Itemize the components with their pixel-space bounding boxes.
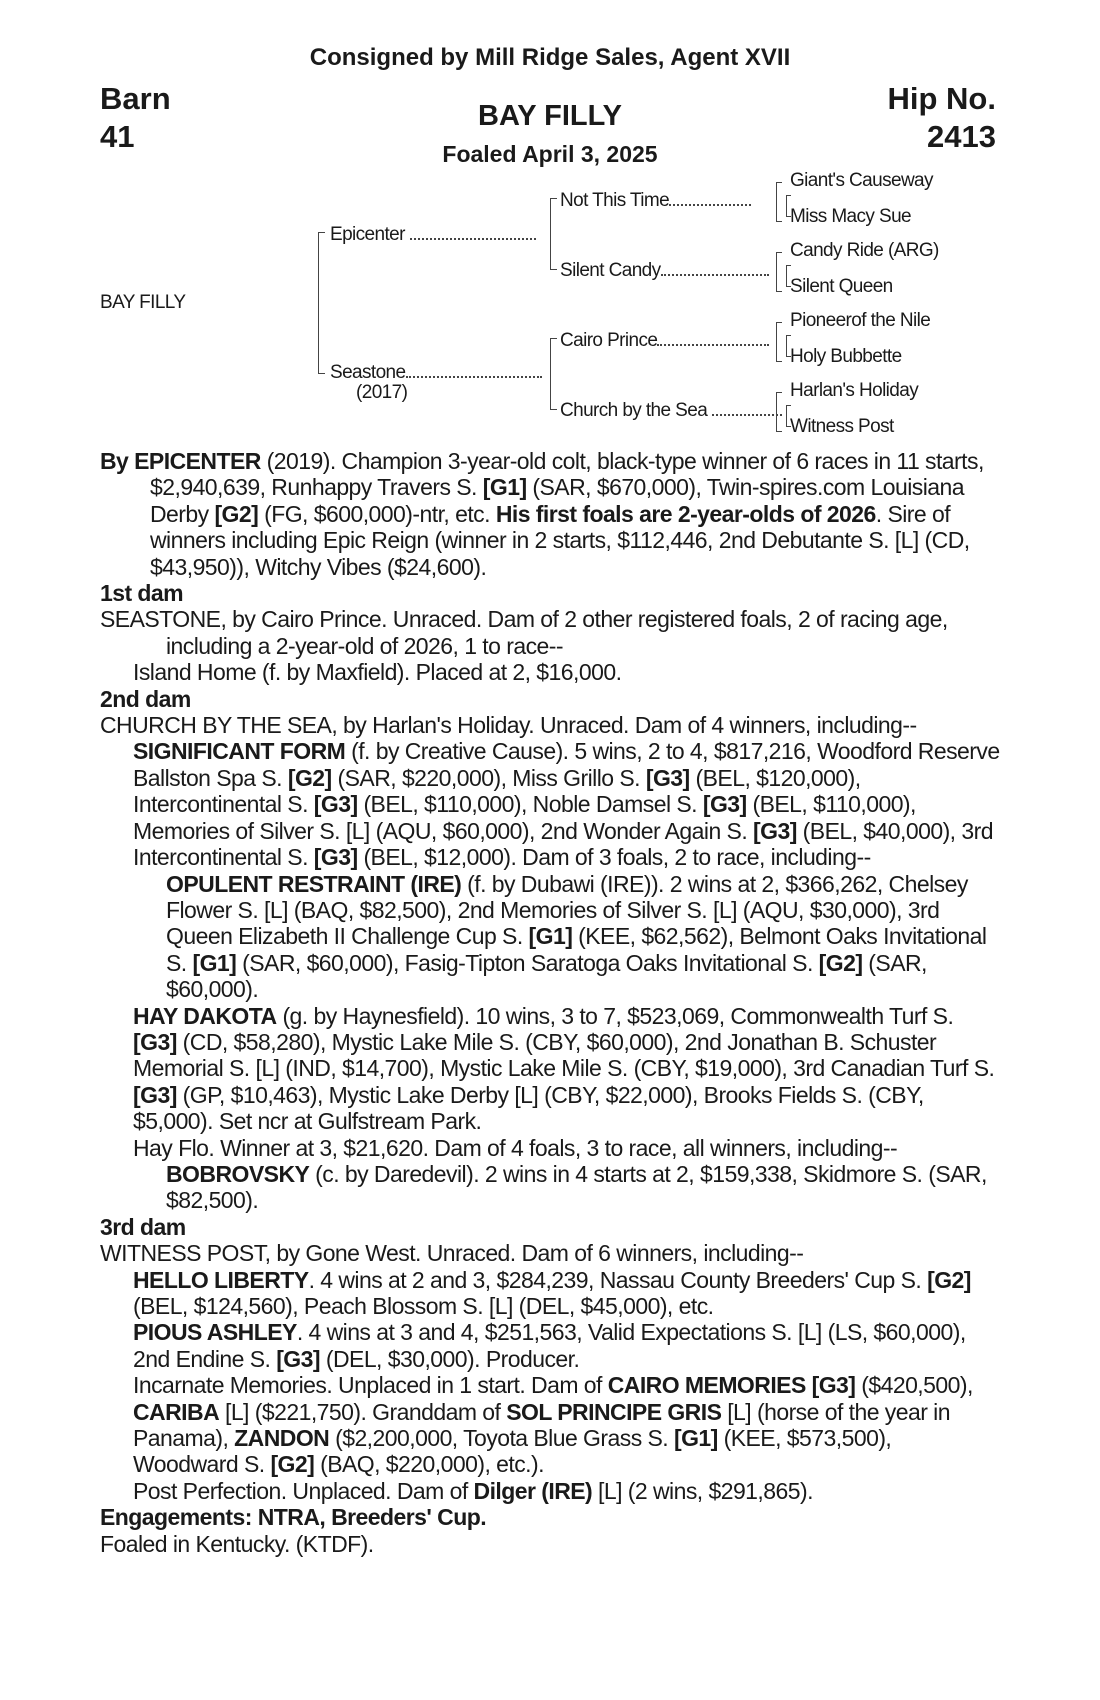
opulent-restraint-line: OPULENT RESTRAINT (IRE) (f. by Dubawi (IRE)). 2 wins at 2, $366,262, Chelsey Flower S. [L] (BAQ, $82,500), 2nd Memories of Silver S. [L] (AQU, $30,000), 3rd Queen Elizabeth II Challenge Cup S. [G1] (KEE, $62,562), Belmont Oaks Invitational S. [G1] (SAR, $60,000), Fasig-Tipton Saratoga Oaks Invitational S. [G2] (SAR, $60,000). [166,870,987,1003]
hay-dakota-line: HAY DAKOTA (g. by Haynesfield). 10 wins, 3 to 7, $523,069, Commonwealth Turf S. [G3] (CD, $58,280), Mystic Lake Mile S. (CBY, $60,000), 2nd Jonathan B. Schuster Memorial S. [L] (IND, $14,700), Mystic Lake Mile S. (CBY, $19,000), 3rd Canadian Turf S. [G3] (GP, $10,463), Mystic Lake Derby [L] (CBY, $22,000), Brooks Fields S. (CBY, $5,000). Set ncr at Gulfstream Park. [133,1002,995,1135]
horse-title: BAY FILLY [478,100,622,132]
sire-paragraph: By EPICENTER (2019). Champion 3-year-old colt, black-type winner of 6 races in 11 starts, $2,940,639, Runhappy Travers S. [G1] (SAR, $670,000), Twin-spires.com Louisiana Derby [G2] (FG, $600,000)-ntr, etc. His first foals are 2-year-olds of 2026. Sire of winners including Epic Reign (winner in 2 starts, $112,446, 2nd Debutante S. [L] (CD, $43,950)), Witchy Vibes ($24,600). [100,448,984,580]
pedigree-sire-sire: Not This Time [560,188,751,212]
engagements-line: Engagements: NTRA, Breeders' Cup. [100,1504,487,1531]
gen3-bracket-3 [776,322,782,362]
first-dam-heading: 1st dam [100,580,184,607]
foaled-date: Foaled April 3, 2025 [442,141,658,167]
barn-label: Barn [100,81,171,116]
pedigree-ggp-4: Silent Queen [790,276,893,297]
pedigree-ggp-3: Candy Ride (ARG) [790,240,939,261]
hello-liberty-line: HELLO LIBERTY. 4 wins at 2 and 3, $284,239, Nassau County Breeders' Cup S. [G2] (BEL, $124,560), Peach Blossom S. [L] (DEL, $45,000), etc. [133,1266,971,1319]
pedigree-ggp-8: Witness Post [790,416,894,437]
gen2-bracket-sire [550,198,557,270]
pedigree-ggp-5: Pioneerof the Nile [790,310,931,331]
catalog-body [100,448,1000,1557]
gen3-bracket-1 [776,182,782,222]
barn-number: 41 [100,119,135,154]
incarnate-memories-line: Incarnate Memories. Unplaced in 1 start. Dam of CAIRO MEMORIES [G3] ($420,500), CARIBA [L] ($221,750). Granddam of SOL PRINCIPE GRIS [L] (horse of the year in Panama), ZANDON ($2,200,000, Toyota Blue Grass S. [G1] (KEE, $573,500), Woodward S. [G2] (BAQ, $220,000), etc.). [133,1372,973,1478]
pedigree-dam-dam: Church by the Sea [560,398,782,422]
first-dam-paragraph: SEASTONE, by Cairo Prince. Unraced. Dam of 2 other registered foals, 2 of racing age, including a 2-year-old of 2026, 1 to race-- [100,606,948,659]
gen3-bracket-2 [776,252,782,292]
pedigree-ggp-7: Harlan's Holiday [790,380,919,401]
gen1-bracket [318,232,325,374]
pedigree-ggp-6: Holy Bubbette [790,346,902,367]
consigner-line: Consigned by Mill Ridge Sales, Agent XVII [309,44,791,71]
gen2-bracket-dam [550,338,557,410]
pedigree-dam-year: (2017) [356,382,408,403]
pedigree-ggp-1: Giant's Causeway [790,170,933,191]
hay-flo-line: Hay Flo. Winner at 3, $21,620. Dam of 4 foals, 3 to race, all winners, including-- [133,1134,898,1161]
pedigree-sire: Epicenter [330,222,536,246]
pedigree-sire-dam: Silent Candy [560,258,769,282]
pedigree-subject: BAY FILLY [100,292,186,313]
foaled-in-line: Foaled in Kentucky. (KTDF). [100,1530,374,1557]
pious-ashley-line: PIOUS ASHLEY. 4 wins at 3 and 4, $251,563, Valid Expectations S. [L] (LS, $60,000), 2nd Endine S. [G3] (DEL, $30,000). Producer. [133,1319,966,1372]
post-perfection-line: Post Perfection. Unplaced. Dam of Dilger (IRE) [L] (2 wins, $291,865). [133,1477,813,1504]
gen3-bracket-4 [776,392,782,432]
first-dam-foal: Island Home (f. by Maxfield). Placed at 2, $16,000. [133,659,622,686]
pedigree-ggp-2: Miss Macy Sue [790,206,912,227]
pedigree-dam-sire: Cairo Prince [560,328,769,352]
hip-label: Hip No. [887,81,996,116]
bobrovsky-line: BOBROVSKY (c. by Daredevil). 2 wins in 4 starts at 2, $159,338, Skidmore S. (SAR, $82,500). [166,1160,987,1214]
significant-form-line: SIGNIFICANT FORM (f. by Creative Cause). 5 wins, 2 to 4, $817,216, Woodford Reserve Ballston Spa S. [G2] (SAR, $220,000), Miss Grillo S. [G3] (BEL, $120,000), Intercontinental S. [G3] (BEL, $110,000), Noble Damsel S. [G3] (BEL, $110,000), Memories of Silver S. [L] (AQU, $60,000), 2nd Wonder Again S. [G3] (BEL, $40,000), 3rd Intercontinental S. [G3] (BEL, $12,000). Dam of 3 foals, 2 to race, including-- [133,738,1000,871]
pedigree-dam: Seastone [330,360,542,384]
second-dam-heading: 2nd dam [100,685,191,712]
third-dam-intro: WITNESS POST, by Gone West. Unraced. Dam of 6 winners, including-- [100,1240,804,1267]
third-dam-heading: 3rd dam [100,1213,186,1240]
second-dam-intro: CHURCH BY THE SEA, by Harlan's Holiday. Unraced. Dam of 4 winners, including-- [100,712,917,739]
hip-number: 2413 [927,119,996,154]
